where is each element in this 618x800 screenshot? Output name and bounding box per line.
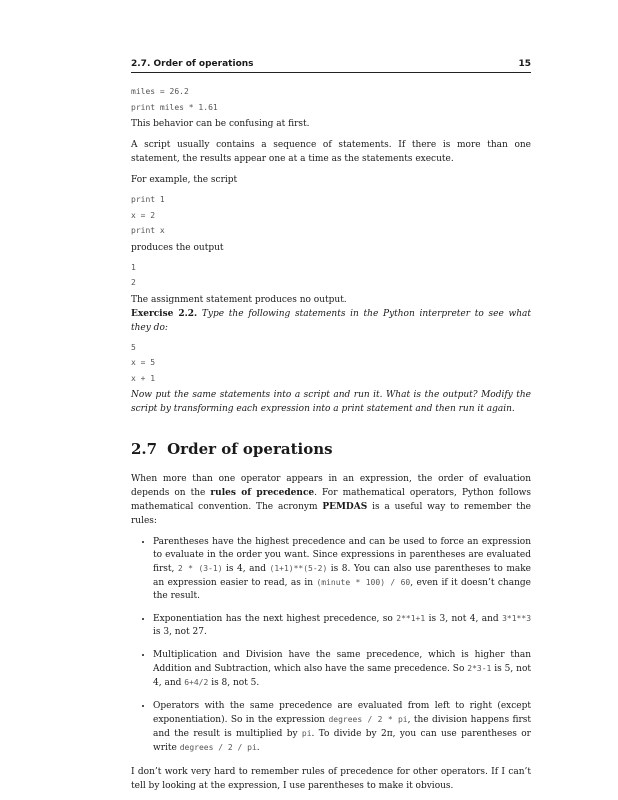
- code-line: x + 1: [131, 373, 156, 383]
- text-run: Exponentiation has the next highest precedence, so: [153, 614, 397, 624]
- list-item-multiplication-division: [153, 648, 531, 690]
- code-miles: [131, 86, 531, 113]
- paragraph: The assignment statement produces no output.: [131, 294, 347, 305]
- running-header: [131, 59, 531, 73]
- text-run: When more than one operator appears in an expression, the order of evaluation depends on the: [131, 474, 531, 498]
- code-line: print 1: [131, 195, 165, 204]
- text-run: is 8, not 5.: [208, 678, 260, 688]
- code-line: miles = 26.2: [131, 87, 189, 96]
- text-run: is 5, not 4, and: [153, 664, 531, 688]
- text-run: . For mathematical operators, Python follows mathematical convention. The acronym: [131, 488, 532, 512]
- inline-code: 2 * (3-1): [177, 564, 223, 573]
- code-exercise: [131, 342, 531, 385]
- text-run: is 3, not 27.: [153, 627, 207, 637]
- text-run: .: [256, 743, 260, 753]
- section-number: 2.7: [131, 440, 158, 458]
- code-line: x = 5: [131, 358, 156, 367]
- inline-code: 6+4/2: [184, 678, 209, 687]
- code-line: 1: [131, 262, 136, 272]
- code-line: print x: [131, 226, 165, 235]
- text-run: is 3, not 4, and: [425, 614, 503, 624]
- page-number: 15: [518, 59, 531, 69]
- inline-code: (minute * 100) / 60: [316, 578, 411, 587]
- text-run: Multiplication and Division have the same precedence, which is higher than Addition and Subtraction, which also have the same precedence. So: [153, 650, 531, 674]
- exercise-label: Exercise 2.2.: [131, 308, 198, 319]
- code-script: [131, 194, 531, 237]
- inline-code: 2**1+1: [396, 614, 426, 623]
- inline-code: degrees / 2 * pi: [328, 715, 408, 724]
- section-heading: [131, 440, 531, 458]
- exercise-statement: [131, 307, 531, 335]
- term-pemdas: PEMDAS: [322, 502, 368, 512]
- paragraph: produces the output: [131, 242, 224, 253]
- paragraph: For example, the script: [131, 175, 238, 185]
- section-title: Order of operations: [167, 440, 333, 458]
- text-run: Parentheses have the highest precedence and can be used to force an expression to evaluate in the order you want. Since expressions in parentheses are evaluated first,: [153, 537, 531, 574]
- code-line: 5: [131, 342, 136, 352]
- inline-code: pi: [301, 729, 312, 738]
- exercise-instruction: Type the following statements in the Python interpreter to see what they do:: [131, 308, 531, 333]
- text-run: is a useful way to remember the rules:: [131, 502, 531, 526]
- list-item-parentheses: [153, 535, 531, 603]
- inline-code: degrees / 2 / pi: [179, 743, 257, 752]
- code-line: x = 2: [131, 210, 156, 220]
- code-line: print miles * 1.61: [131, 102, 218, 112]
- list-item-exponentiation: [153, 612, 531, 639]
- text-run: , even if it doesn’t change the result.: [153, 578, 531, 601]
- exercise-followup: Now put the same statements into a script and run it. What is the output? Modify the script by transforming each expression into a print statement and then run it again.: [131, 390, 531, 414]
- closing-paragraph: I don’t work very hard to remember rules of precedence for other operators. If I can’t tell by looking at the expression, I use parentheses to make it obvious.: [131, 767, 531, 791]
- term-rules-of-precedence: rules of precedence: [210, 488, 315, 498]
- text-run: is 8. You can also use parentheses to make an expression easier to read, as in: [153, 564, 532, 588]
- text-run: , the division happens first and the result is multiplied by: [153, 715, 532, 739]
- code-line: 2: [131, 278, 136, 287]
- precedence-list: [131, 535, 531, 755]
- code-output: [131, 262, 531, 289]
- page-body: [131, 86, 531, 800]
- list-item-left-to-right: [153, 699, 531, 755]
- text-run: Operators with the same precedence are evaluated from left to right (except exponentiation). So in the expression: [153, 701, 531, 725]
- text-run: . To divide by 2π, you can use parentheses or write: [153, 729, 531, 753]
- paragraph: This behavior can be confusing at first.: [131, 119, 310, 129]
- paragraph: A script usually contains a sequence of statements. If there is more than one statement, the results appear one at a time as the statements execute.: [131, 140, 531, 164]
- inline-code: (1+1)**(5-2): [269, 564, 328, 573]
- inline-code: 3*1**3: [502, 614, 532, 623]
- inline-code: 2*3-1: [467, 664, 492, 673]
- header-section-title: 2.7. Order of operations: [131, 59, 254, 69]
- section-intro: [131, 472, 531, 528]
- text-run: is 4, and: [222, 564, 270, 574]
